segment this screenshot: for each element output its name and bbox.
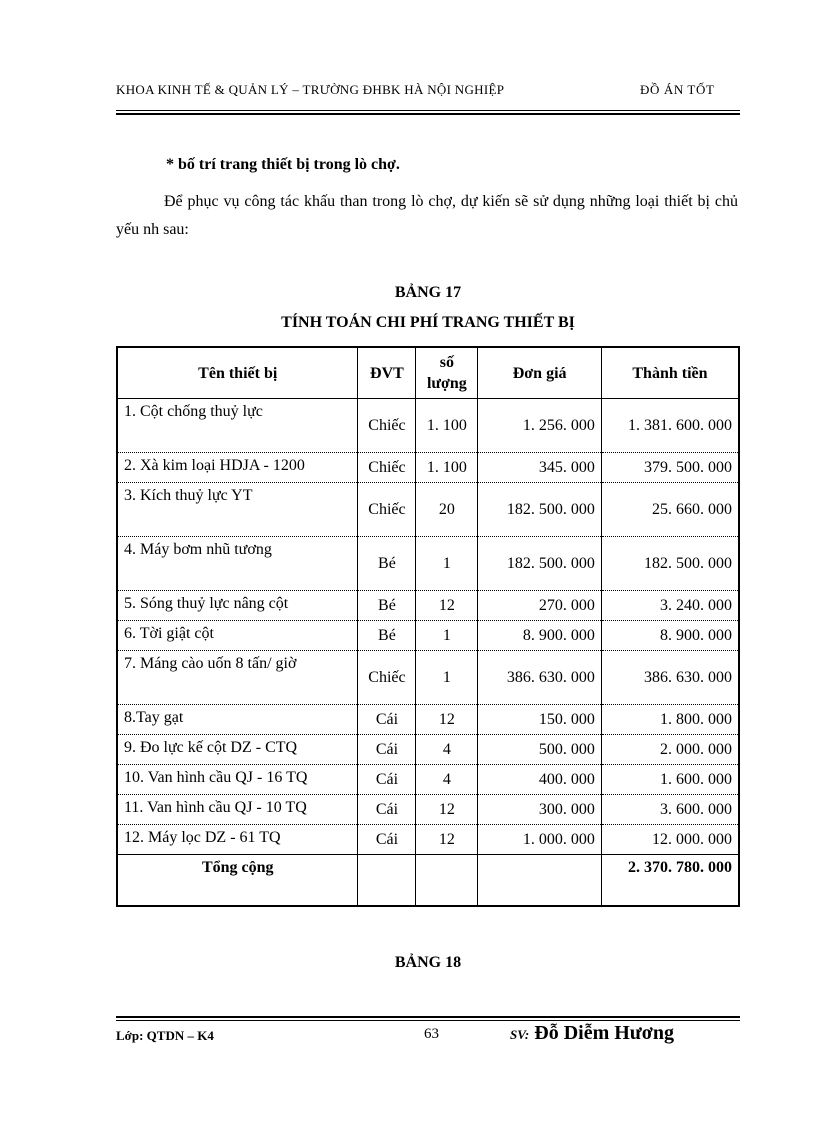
footer-class: Lớp: QTDN – K4 <box>116 1028 214 1043</box>
cell-unit: Bé <box>358 591 416 621</box>
cell-amount: 2. 000. 000 <box>601 735 739 765</box>
total-amount: 2. 370. 780. 000 <box>601 855 739 907</box>
cell-qty: 12 <box>416 705 478 735</box>
header-divider <box>116 110 740 111</box>
footer-student-name: Đỗ Diễm Hương <box>534 1022 675 1044</box>
cell-unit: Chiếc <box>358 651 416 705</box>
cell-price: 1. 000. 000 <box>478 825 602 855</box>
cell-qty: 1. 100 <box>416 453 478 483</box>
total-empty-cell <box>416 855 478 907</box>
cell-price: 300. 000 <box>478 795 602 825</box>
section-bullet: * bố trí trang thiết bị trong lò chợ. <box>166 156 400 173</box>
table18-label: BẢNG 18 <box>394 954 462 971</box>
table-row <box>117 483 739 537</box>
cell-unit: Cái <box>358 765 416 795</box>
table-row <box>117 621 739 651</box>
cell-unit: Cái <box>358 825 416 855</box>
header-divider-thick <box>116 113 740 115</box>
equipment-cost-table <box>116 346 740 907</box>
cell-name: 3. Kích thuỷ lực YT <box>117 483 358 537</box>
cell-amount: 8. 900. 000 <box>601 621 739 651</box>
cell-name: 5. Sóng thuỷ lực nâng cột <box>117 591 358 621</box>
cell-amount: 25. 660. 000 <box>601 483 739 537</box>
col-header-unit: ĐVT <box>358 347 416 399</box>
cell-name: 6. Tời giật cột <box>117 621 358 651</box>
cell-qty: 4 <box>416 735 478 765</box>
table17-title: TÍNH TOÁN CHI PHÍ TRANG THIẾT BỊ <box>281 314 575 331</box>
cell-price: 182. 500. 000 <box>478 537 602 591</box>
table-row <box>117 825 739 855</box>
table-row <box>117 399 739 453</box>
footer-divider-thick <box>116 1016 740 1018</box>
cell-name: 12. Máy lọc DZ - 61 TQ <box>117 825 358 855</box>
cell-unit: Chiếc <box>358 453 416 483</box>
cell-price: 400. 000 <box>478 765 602 795</box>
cell-amount: 386. 630. 000 <box>601 651 739 705</box>
table17-label: BẢNG 17 <box>394 284 462 301</box>
col-header-amount: Thành tiền <box>601 347 739 399</box>
footer-divider <box>116 1020 740 1021</box>
section-paragraph: Để phục vụ công tác khấu than trong lò chợ, dự kiến sẽ sử dụng những loại thiết bị chủ yếu nh sau: <box>116 193 738 238</box>
cell-price: 270. 000 <box>478 591 602 621</box>
cell-amount: 1. 800. 000 <box>601 705 739 735</box>
cell-unit: Cái <box>358 705 416 735</box>
cell-qty: 4 <box>416 765 478 795</box>
cell-unit: Bé <box>358 537 416 591</box>
table-row <box>117 651 739 705</box>
cell-amount: 3. 240. 000 <box>601 591 739 621</box>
cell-price: 500. 000 <box>478 735 602 765</box>
cell-qty: 12 <box>416 825 478 855</box>
cell-name: 9. Đo lực kế cột DZ - CTQ <box>117 735 358 765</box>
table-row <box>117 537 739 591</box>
cell-price: 345. 000 <box>478 453 602 483</box>
cell-name: 1. Cột chống thuỷ lực <box>117 399 358 453</box>
table-total-row <box>117 855 739 907</box>
total-label: Tổng cộng <box>117 855 358 907</box>
cell-qty: 1 <box>416 537 478 591</box>
cell-name: 8.Tay gạt <box>117 705 358 735</box>
cell-qty: 12 <box>416 795 478 825</box>
cell-qty: 1. 100 <box>416 399 478 453</box>
col-header-price: Đơn giá <box>478 347 602 399</box>
cell-amount: 3. 600. 000 <box>601 795 739 825</box>
cell-amount: 1. 381. 600. 000 <box>601 399 739 453</box>
cell-qty: 20 <box>416 483 478 537</box>
total-empty-cell <box>478 855 602 907</box>
cell-name: 7. Máng cào uốn 8 tấn/ giờ <box>117 651 358 705</box>
cell-amount: 379. 500. 000 <box>601 453 739 483</box>
cell-name: 10. Van hình cầu QJ - 16 TQ <box>117 765 358 795</box>
cell-price: 182. 500. 000 <box>478 483 602 537</box>
cell-unit: Cái <box>358 735 416 765</box>
cell-unit: Bé <box>358 621 416 651</box>
page-number: 63 <box>424 1026 439 1042</box>
table-row <box>117 591 739 621</box>
cell-unit: Chiếc <box>358 399 416 453</box>
cell-price: 8. 900. 000 <box>478 621 602 651</box>
col-header-name: Tên thiết bị <box>117 347 358 399</box>
cell-name: 2. Xà kim loại HDJA - 1200 <box>117 453 358 483</box>
cell-unit: Chiếc <box>358 483 416 537</box>
table-row <box>117 735 739 765</box>
table-header-row <box>117 347 739 399</box>
cell-name: 11. Van hình cầu QJ - 10 TQ <box>117 795 358 825</box>
cell-amount: 182. 500. 000 <box>601 537 739 591</box>
cell-name: 4. Máy bơm nhũ tương <box>117 537 358 591</box>
cell-amount: 12. 000. 000 <box>601 825 739 855</box>
table-row <box>117 705 739 735</box>
footer-student <box>510 1022 674 1045</box>
header-school: KHOA KINH TẾ & QUẢN LÝ – TRƯỜNG ĐHBK HÀ NỘI NGHIỆP <box>116 82 505 97</box>
total-empty-cell <box>358 855 416 907</box>
cell-qty: 1 <box>416 621 478 651</box>
cell-price: 150. 000 <box>478 705 602 735</box>
table-row <box>117 765 739 795</box>
cell-amount: 1. 600. 000 <box>601 765 739 795</box>
col-header-qty: số lượng <box>416 347 478 399</box>
header-doc-type: ĐỒ ÁN TỐT <box>640 82 715 97</box>
table-row <box>117 453 739 483</box>
cell-qty: 12 <box>416 591 478 621</box>
cell-unit: Cái <box>358 795 416 825</box>
footer-sv-prefix: SV: <box>510 1027 530 1042</box>
cell-qty: 1 <box>416 651 478 705</box>
table-row <box>117 795 739 825</box>
cell-price: 1. 256. 000 <box>478 399 602 453</box>
cell-price: 386. 630. 000 <box>478 651 602 705</box>
